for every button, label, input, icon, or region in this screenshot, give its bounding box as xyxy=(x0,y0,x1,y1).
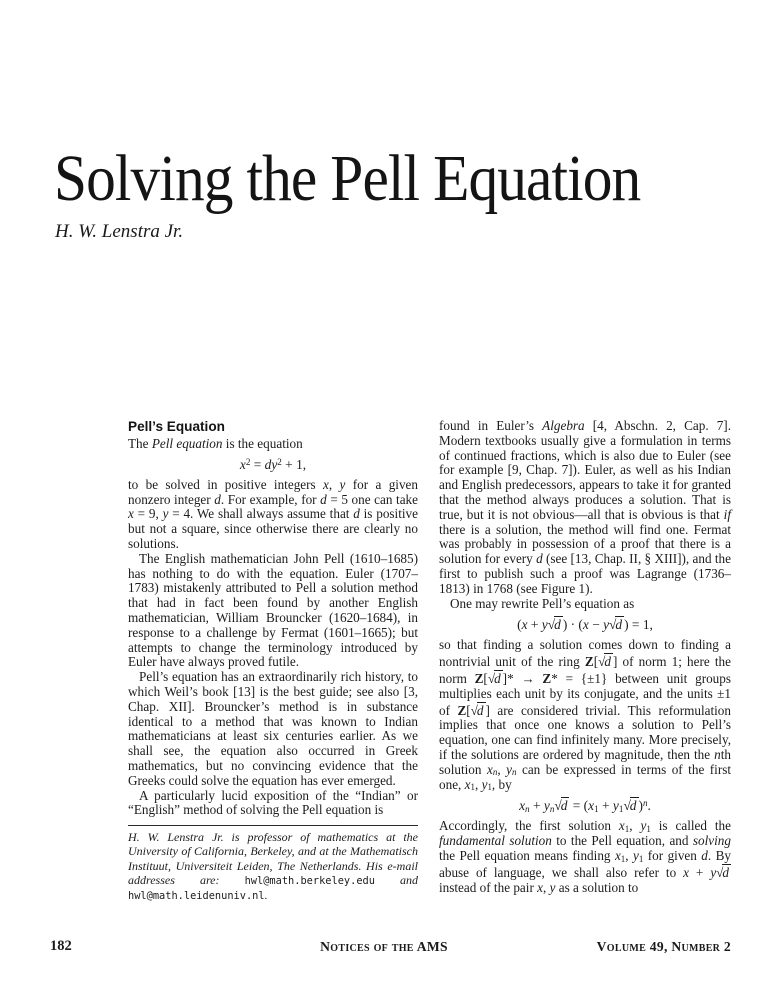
footnote-text: H. W. Lenstra Jr. is professor of mathematics at the University of California, Berkeley, and at the Mathematisch Instituut, Universiteit Leiden, The Netherlands. His e-mail addresses are: hwl@math.berkeley.edu and hwl@math.leidenuniv.nl. xyxy=(128,830,419,902)
paragraph: One may rewrite Pell’s equation as xyxy=(450,595,635,611)
display-equation-powers: xn + yn√d = (x1 + y1√d )$^n$. xyxy=(519,798,651,814)
paragraph: Accordingly, the first solution x1, y1 is called the fundamental solution to the Pell equation, and solving the Pell equation means finding x1, y1 for given d. By abuse of language, we shall also refer to x + y√d instead of the pair x, y as a solution to xyxy=(439,818,732,895)
page-number: 182 xyxy=(50,938,72,954)
section-heading: Pell’s Equation xyxy=(128,419,225,434)
journal-name: Notices of the AMS xyxy=(320,939,448,954)
article-title: Solving the Pell Equation xyxy=(54,142,641,215)
author-footnote xyxy=(128,825,418,903)
paragraph: found in Euler’s Algebra [4, Abschn. 2, Cap. 7]. Modern textbooks usually give a formulation in terms of continued fractions, which is also due to Euler (see for example [9, Chap. 7]). Euler, as well as his Indian and English predecessors, appears to take it for granted that the method always produces a solution. That is true, but it is not obvious—all that is obvious is that if there is a solution, the method will find one. Fermat was probably in possession of a proof that there is a solution for every d (see [13, Chap. II, § XIII]), and the first to publish such a proof was Lagrange (1736–1813) in 1768 (see Figure 1). xyxy=(439,418,731,596)
article-author: H. W. Lenstra Jr. xyxy=(55,221,184,242)
volume-info: Volume 49, Number 2 xyxy=(596,939,731,954)
display-equation-units: (x + y√d ) · (x − y√d ) = 1, xyxy=(517,617,653,633)
paragraph: The English mathematician John Pell (1610–1685) has nothing to do with the equation. Euler (1707–1783) mistakenly attributed to Pell a solution method that had in fact been found by another English mathematician, William Brouncker (1620–1684), in response to a challenge by Fermat (1601–1665); but attempts to change the terminology introduced by Euler have always proved futile. xyxy=(128,550,418,670)
paragraph: The Pell equation is the equation xyxy=(128,436,303,451)
paragraph: Pell’s equation has an extraordinarily rich history, to which Weil’s book [13] is the best guide; see also [3, Chap. XII]. Brouncker’s method is in substance identical to a method that was known to Indian mathematicians at least six centuries earlier. As we shall see, the equation also occurred in Greek mathematics, but no convincing evidence that the Greeks could solve the equation has ever emerged. xyxy=(128,669,418,788)
right-column xyxy=(439,419,731,895)
page-footer xyxy=(0,938,768,956)
display-equation-pell: $x^2 = dy^2 + 1$, xyxy=(239,456,307,472)
left-column xyxy=(128,419,418,903)
paragraph: to be solved in positive integers x, y for a given nonzero integer d. For example, for d = 5 one can take x = 9, y = 4. We shall always assume that d is positive but not a square, since otherwise there are clearly no solutions. xyxy=(128,476,418,551)
footnote-divider xyxy=(128,825,418,826)
paragraph: so that finding a solution comes down to finding a nontrivial unit of the ring Z[√d ] of norm 1; here the norm Z[√d ]* → Z* = {±1} between unit groups multiplies each unit by its conjugate, and the units ±1 of Z[√d ] are considered trivial. This reformulation implies that once one knows a solution to Pell’s equation, one can find infinitely many. More precisely, if the solutions are ordered by magnitude, then the nth solution xn, yn can be expressed in terms of the first one, x1, y1, by xyxy=(439,637,732,793)
paragraph: A particularly lucid exposition of the “Indian” or “English” method of solving the Pell equation is xyxy=(128,787,418,818)
